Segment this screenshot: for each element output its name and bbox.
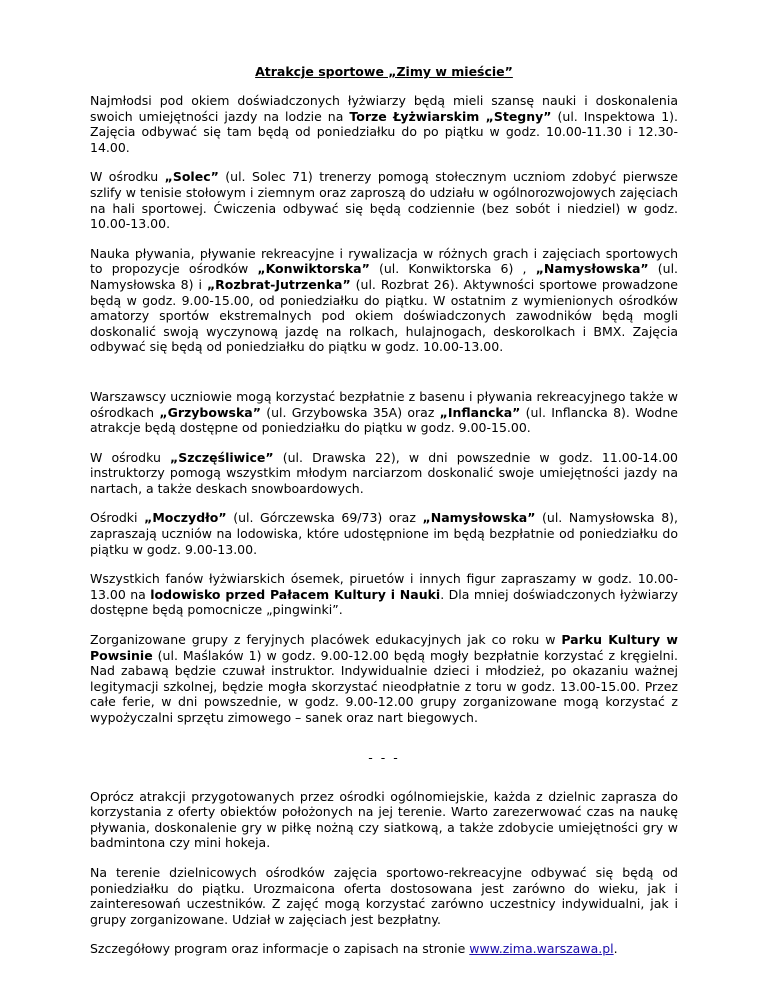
paragraph xyxy=(90,510,678,557)
paragraph xyxy=(90,169,678,231)
paragraph-text: (ul. Inspektowa 1). Zajęcia odbywać się tam będą od poniedziałku do po piątku w godz. 10.00-11.30 i 12.30-14.00. xyxy=(90,108,679,155)
paragraph xyxy=(90,632,678,726)
paragraph-text: Ośrodki xyxy=(90,510,145,526)
venue-name: Torze Łyżwiarskim „Stegny” xyxy=(349,108,552,124)
paragraph-text: Szczegółowy program oraz informacje o zapisach na stronie xyxy=(90,941,470,957)
paragraph-text: Najmłodsi pod okiem doświadczonych łyżwiarzy będą mieli szansę nauki i doskonalenia swoich umiejętności jazdy na lodzie na xyxy=(90,93,678,124)
paragraph-text: (ul. Grzybowska 35A) oraz xyxy=(260,404,440,420)
section-separator: - - - xyxy=(368,749,400,765)
paragraph xyxy=(90,93,678,155)
paragraph xyxy=(90,865,678,927)
paragraph xyxy=(90,389,678,436)
paragraph xyxy=(90,941,678,957)
paragraph-text: . Dla mniej doświadczonych łyżwiarzy dostępne będą pomocnicze „pingwinki”. xyxy=(90,586,678,618)
paragraph xyxy=(90,571,678,618)
document-body-continued xyxy=(90,789,678,957)
paragraph-text: (ul. Górczewska 69/73) oraz xyxy=(226,510,423,526)
paragraph-text: (ul. Inflancka 8). Wodne atrakcje będą dostępne od poniedziałku do piątku w godz. 9.00-15.00. xyxy=(90,404,678,436)
paragraph-text: Oprócz atrakcji przygotowanych przez ośrodki ogólnomiejskie, każda z dzielnic zaprasza do korzystania z oferty obiektów położonych na jej terenie. Warto zarezerwować czas na naukę pływania, doskonalenie gry w piłkę nożną czy siatkową, a także zdobycie umiejętności gry w badmintona czy mini hokeja. xyxy=(90,788,678,851)
venue-name: „Moczydło” xyxy=(144,510,227,526)
paragraph-text: Na terenie dzielnicowych ośrodków zajęcia sportowo-rekreacyjne odbywać się będą od poniedziałku do piątku. Urozmaicona oferta dostosowana jest zarówno do wieku, jak i zainteresowań uczestników. Z zajęć mogą korzystać zarówno uczestnicy indywidualni, jak i grupy zorganizowane. Udział w zajęciach jest bezpłatny. xyxy=(90,864,678,927)
document-title: Atrakcje sportowe „Zimy w mieście” xyxy=(255,64,513,79)
document-body xyxy=(90,93,678,726)
paragraph xyxy=(90,246,678,355)
paragraph-text: (ul. Konwiktorska 6) , xyxy=(369,261,536,277)
venue-name: „Rozbrat-Jutrzenka” xyxy=(206,276,351,292)
paragraph xyxy=(90,450,678,497)
paragraph-text: Wszystkich fanów łyżwiarskich ósemek, piruetów i innych figur zapraszamy w godz. 10.00-13.00 na xyxy=(90,571,678,602)
website-link[interactable]: www.zima.warszawa.pl xyxy=(469,941,614,957)
venue-name: „Namysłowska” xyxy=(422,510,536,526)
paragraph-text: (ul. Solec 71) trenerzy pomogą stołecznym uczniom zdobyć pierwsze szlify w tenisie stołowym i ziemnym oraz zaproszą do udziału w ogólnorozwojowych zajęciach na hali sportowej. Ćwiczenia odbywać się będą codziennie (bez sobót i niedziel) w godz. 10.00-13.00. xyxy=(90,169,678,232)
paragraph-text: Warszawscy uczniowie mogą korzystać bezpłatnie z basenu i pływania rekreacyjnego także w ośrodkach xyxy=(90,388,678,420)
paragraph-text: Nauka pływania, pływanie rekreacyjne i rywalizacja w różnych grach i zajęciach sportowych to propozycje ośrodków xyxy=(90,245,678,277)
paragraph-text: W ośrodku xyxy=(90,169,165,185)
paragraph-text: (ul. Namysłowska 8), zapraszają uczniów na lodowiska, które udostępnione im będą bezpłatnie od poniedziałku do piątku w godz. 9.00-13.00. xyxy=(90,510,678,557)
venue-name: „Konwiktorska” xyxy=(257,261,370,277)
paragraph-text: Zorganizowane grupy z feryjnych placówek edukacyjnych jak co roku w xyxy=(90,632,562,648)
paragraph xyxy=(90,789,678,851)
venue-name: „Namysłowska” xyxy=(535,261,649,277)
paragraph-text: (ul. Maślaków 1) w godz. 9.00-12.00 będą mogły bezpłatnie korzystać z kręgielni. Nad zabawą będzie czuwał instruktor. Indywidualnie dzieci i młodzież, po okazaniu ważnej legitymacji szkolnej, będzie mogła skorzystać nieodpłatnie z toru w godz. 13.00-15.00. Przez całe ferie, w dni powszednie, w godz. 9.00-12.00 grupy zorganizowane mogą korzystać z wypożyczalni sprzętu zimowego – sanek oraz nart biegowych. xyxy=(90,647,678,725)
venue-name: Parku Kultury w Powsinie xyxy=(90,632,678,663)
venue-name: lodowisko przed Pałacem Kultury i Nauki xyxy=(150,586,441,602)
paragraph-text: W ośrodku xyxy=(90,449,170,465)
paragraph-text: (ul. Rozbrat 26). Aktywności sportowe prowadzone będą w godz. 9.00-15.00, od poniedziałku do piątku. W ostatnim z wymienionych ośrodków amatorzy sportów ekstremalnych pod okiem doświadczonych zawodników będą mogli doskonalić swoją wyczynową jazdę na rolkach, hulajnogach, deskorolkach i BMX. Zajęcia odbywać się będą od poniedziałku do piątku w godz. 10.00-13.00. xyxy=(90,276,678,355)
venue-name: „Solec” xyxy=(164,169,219,185)
venue-name: „Inflancka” xyxy=(439,404,521,420)
paragraph-text: (ul. Namysłowska 8) i xyxy=(90,261,679,292)
paragraph-text: (ul. Drawska 22), w dni powszednie w godz. 11.00-14.00 instruktorzy pomogą wszystkim młodym narciarzom doskonalić swoje umiejętności jazdy na nartach, a także deskach snowboardowych. xyxy=(90,449,678,496)
venue-name: „Grzybowska” xyxy=(159,404,261,420)
paragraph-text: . xyxy=(613,941,618,957)
venue-name: „Szczęśliwice” xyxy=(169,449,274,465)
